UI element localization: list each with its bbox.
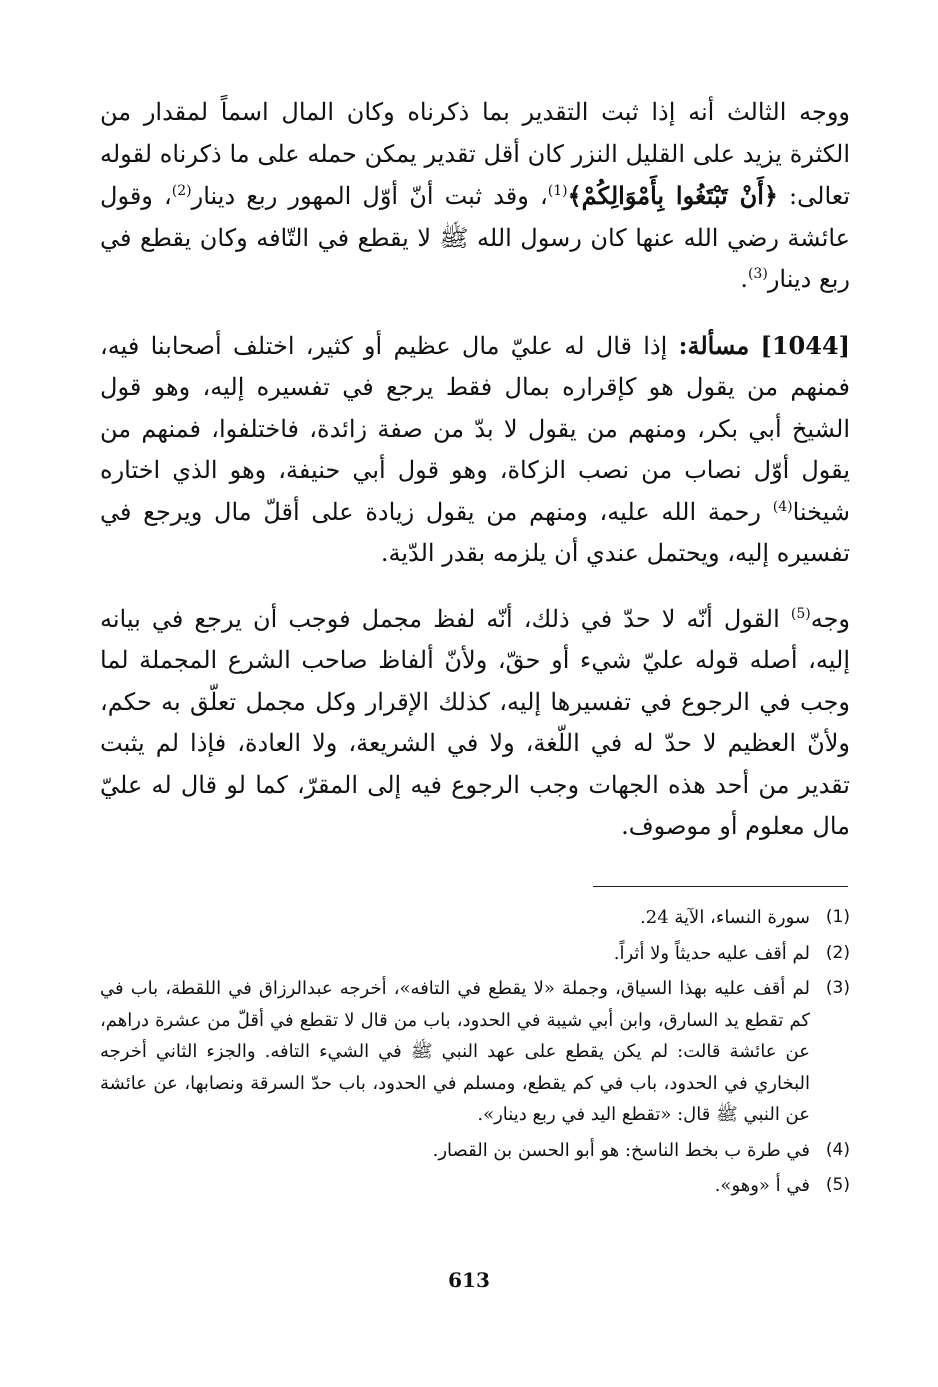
footnote-number: (3): [825, 978, 850, 998]
paragraph-3: [100, 599, 850, 848]
quran-verse: ﴿أَنْ تَبْتَغُوا بِأَمْوَالِكُمْ﴾: [567, 181, 778, 210]
paragraph-1-end: .: [740, 265, 748, 293]
paragraph-2-text-a: إذا قال له عليّ مال عظيم أو كثير، اختلف أصحابنا فيه، فمنهم من يقول هو كإقراره بمال فقط يرجع في تفسيره إليه، وهو قول الشيخ أبي بكر، ومنهم من يقول لا بدّ من صفة زائدة، فاختلفوا، فمنهم من يقول أوّل نصاب من نصب الزكاة، وهو قول أبي حنيفة، وهو الذي اختاره شيخنا: [100, 331, 851, 526]
footnote-item: [100, 938, 850, 970]
footnote-number: (5): [825, 1175, 850, 1195]
main-text: [100, 92, 850, 872]
footnote-number: (4): [825, 1139, 850, 1160]
footnote-text: لم أقف عليه بهذا السياق، وجملة «لا يقطع في التافه»، أخرجه عبدالرزاق في اللقطة، باب في كم تقطع يد السارق، وابن أبي شيبة في الحدود، باب من قال لا تقطع في أقلّ من عشرة دراهم، عن عائشة قالت: لم يكن يقطع على عهد النبي ﷺ في الشيء التافه. والجزء الثاني أخرجه البخاري في الحدود، باب في كم يقطع، ومسلم في الحدود، باب حدّ السرقة ونصابها، عن عائشة عن النبي ﷺ قال: «تقطع اليد في ربع دينار».: [100, 978, 811, 1125]
footnote-ref-3[interactable]: (3): [747, 266, 768, 282]
paragraph-2-text-b: رحمة الله عليه، ومنهم من يقول زيادة على أقلّ مال ويرجع في تفسيره إليه، ويحتمل عندي أن يلزمه بقدر الدّية.: [100, 497, 850, 567]
paragraph-3-text-b: القول أنّه لا حدّ في ذلك، أنّه لفظ مجمل فوجب أن يرجع في بيانه إليه، أصله قوله عليّ شيء أو حقّ، ولأنّ ألفاظ صاحب الشرع المجملة لما وجب في الرجوع في تفسيرها إليه، كذلك الإقرار وكل مجمل تعلّق به حكم، ولأنّ العظيم لا حدّ له في اللّغة، ولا في الشريعة، ولا العادة، فإذا لم يثبت تقدير من أحد هذه الجهات وجب الرجوع فيه إلى المقرّ، كما لو قال له عليّ مال معلوم أو موصوف.: [100, 604, 850, 840]
paragraph-1-text-c: ، وقول عائشة رضي الله عنها كان رسول الله ﷺ لا يقطع في التّافه وكان يقطع في ربع دينار: [100, 182, 851, 293]
paragraph-1-text-b: ، وقد ثبت أنّ أوّل المهور ربع دينار: [191, 182, 548, 210]
paragraph-3-text-a: وجه: [810, 604, 850, 633]
issue-label: مسألة:: [678, 330, 750, 360]
footnote-number: (2): [825, 942, 850, 963]
paragraph-1-text-a: ووجه الثالث أنه إذا ثبت التقدير بما ذكرناه وكان المال اسماً لمقدار من الكثرة يزيد على القليل النزر كان أقل تقدير يمكن حمله على ما ذكرناه لقوله تعالى:: [100, 98, 851, 210]
footnote-separator: [593, 886, 848, 887]
paragraph-1: [100, 92, 850, 301]
footnote-number: (1): [825, 907, 850, 927]
paragraph-2: [100, 325, 850, 575]
footnotes: [100, 902, 850, 1206]
footnote-text: لم أقف عليه حديثاً ولا أثراً.: [613, 942, 810, 964]
footnote-text: في أ «وهو».: [714, 1175, 810, 1196]
footnote-item: [100, 973, 850, 1131]
footnote-ref-2[interactable]: (2): [171, 183, 192, 199]
footnote-text: في طرة ب بخط الناسخ: هو أبو الحسن بن القصار.: [432, 1139, 810, 1161]
issue-number: [1044]: [760, 330, 851, 360]
footnote-item: [100, 1135, 850, 1167]
footnote-ref-4[interactable]: (4): [772, 498, 793, 515]
page-number: 613: [448, 1268, 490, 1292]
footnote-ref-1[interactable]: (1): [547, 183, 568, 199]
footnote-item: [100, 902, 850, 934]
footnote-item: [100, 1170, 850, 1202]
footnote-text: سورة النساء، الآية 24.: [640, 907, 810, 928]
footnote-ref-5[interactable]: (5): [790, 605, 811, 622]
